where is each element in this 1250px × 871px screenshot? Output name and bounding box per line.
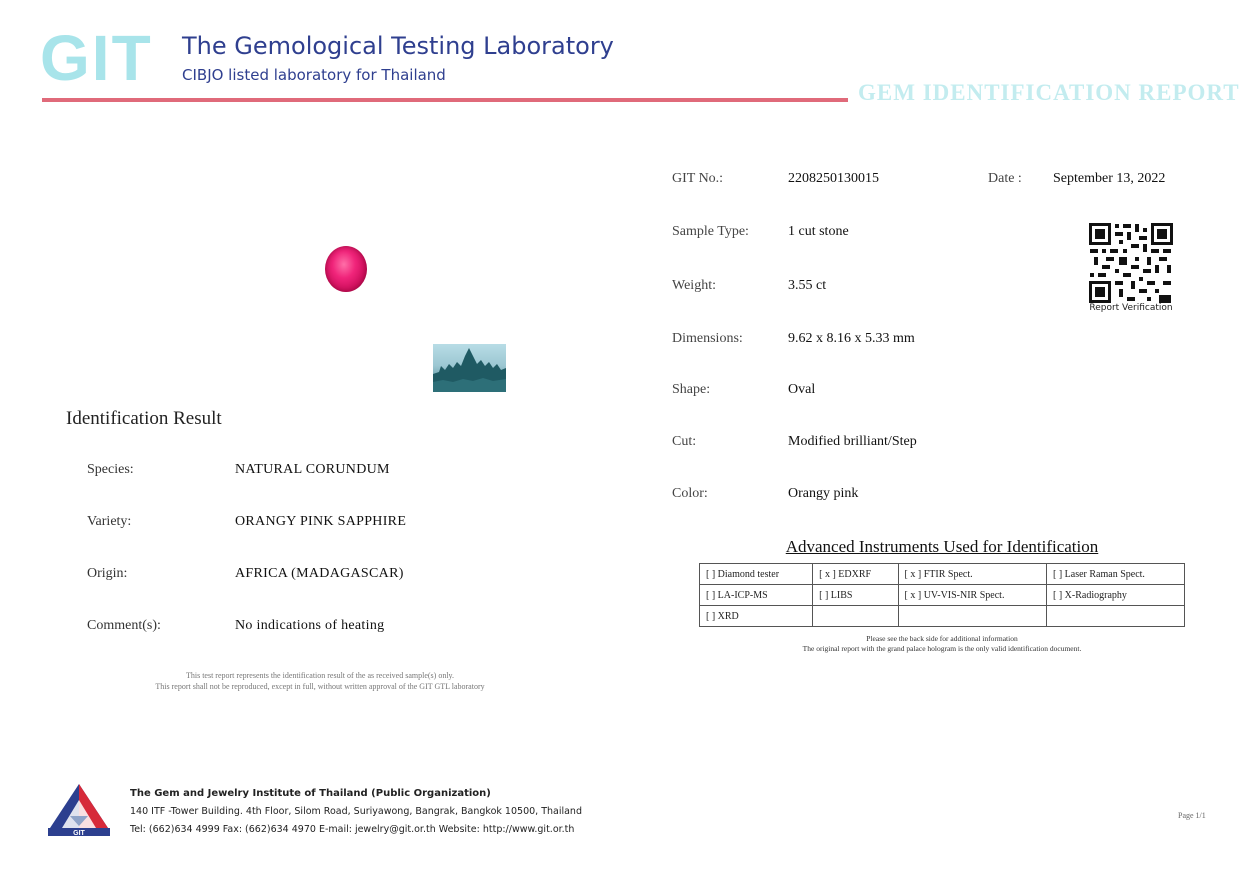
comments-label: Comment(s): xyxy=(87,618,161,633)
table-row xyxy=(700,606,1185,627)
instrument-cell: [ x ] EDXRF xyxy=(813,564,898,585)
git-logo: GIT xyxy=(40,22,153,94)
qr-caption: Report Verification xyxy=(1089,303,1173,313)
weight-value: 3.55 ct xyxy=(788,278,827,293)
comments-value: No indications of heating xyxy=(235,618,385,633)
origin-label: Origin: xyxy=(87,566,128,581)
git-no-label: GIT No.: xyxy=(672,171,724,186)
note-line: The original report with the grand palace hologram is the only valid identification document. xyxy=(802,644,1082,653)
cut-label: Cut: xyxy=(672,434,697,449)
instrument-cell xyxy=(813,606,898,627)
instrument-cell: [ x ] UV-VIS-NIR Spect. xyxy=(898,585,1046,606)
institute-logo-text: GIT xyxy=(73,830,85,837)
date-value: September 13, 2022 xyxy=(1053,171,1166,186)
report-disclaimer xyxy=(100,670,540,692)
header-divider xyxy=(42,98,848,102)
shape-value: Oval xyxy=(788,382,816,397)
disclaimer-line: This test report represents the identification result of the as received sample(s) only. xyxy=(185,671,455,680)
page-number: Page 1/1 xyxy=(1178,811,1206,820)
instrument-cell xyxy=(1047,606,1185,627)
dimensions-value: 9.62 x 8.16 x 5.33 mm xyxy=(788,331,915,346)
institute-contact: Tel: (662)634 4999 Fax: (662)634 4970 E-mail: jewelry@git.or.th Website: http://www.git.or.th xyxy=(130,824,575,835)
origin-value: AFRICA (MADAGASCAR) xyxy=(235,566,404,581)
sample-type-label: Sample Type: xyxy=(672,224,749,239)
git-no-value: 2208250130015 xyxy=(788,171,879,186)
report-type-title: GEM IDENTIFICATION REPORT xyxy=(858,80,1240,105)
date-label: Date : xyxy=(988,171,1022,186)
table-row xyxy=(700,564,1185,585)
color-value: Orangy pink xyxy=(788,486,859,501)
instrument-cell: [ ] Laser Raman Spect. xyxy=(1047,564,1185,585)
variety-label: Variety: xyxy=(87,514,132,529)
lab-subtitle: CIBJO listed laboratory for Thailand xyxy=(182,66,446,84)
instruments-table xyxy=(699,563,1185,627)
gem-photo xyxy=(325,246,367,292)
sample-type-value: 1 cut stone xyxy=(788,224,849,239)
weight-label: Weight: xyxy=(672,278,716,293)
institute-logo xyxy=(46,782,112,838)
note-line: Please see the back side for additional information xyxy=(866,634,1018,643)
instruments-note xyxy=(700,634,1184,654)
identification-title: Identification Result xyxy=(66,408,222,429)
instrument-cell: [ ] Diamond tester xyxy=(700,564,813,585)
grand-palace-hologram xyxy=(433,344,506,392)
shape-label: Shape: xyxy=(672,382,711,397)
table-row xyxy=(700,585,1185,606)
disclaimer-line: This report shall not be reproduced, except in full, without written approval of the GIT GTL laboratory xyxy=(155,682,485,691)
species-label: Species: xyxy=(87,462,134,477)
instrument-cell: [ ] X-Radiography xyxy=(1047,585,1185,606)
instrument-cell: [ x ] FTIR Spect. xyxy=(898,564,1046,585)
instrument-cell: [ ] LA-ICP-MS xyxy=(700,585,813,606)
dimensions-label: Dimensions: xyxy=(672,331,743,346)
institute-name: The Gem and Jewelry Institute of Thailand (Public Organization) xyxy=(130,788,491,799)
cut-value: Modified brilliant/Step xyxy=(788,434,917,449)
institute-address: 140 ITF -Tower Building. 4th Floor, Silom Road, Suriyawong, Bangrak, Bangkok 10500, Thailand xyxy=(130,806,582,817)
instrument-cell xyxy=(898,606,1046,627)
instrument-cell: [ ] LIBS xyxy=(813,585,898,606)
color-label: Color: xyxy=(672,486,708,501)
species-value: NATURAL CORUNDUM xyxy=(235,462,390,477)
instruments-title: Advanced Instruments Used for Identification xyxy=(785,537,1099,556)
verification-qr-code[interactable] xyxy=(1088,222,1174,304)
variety-value: ORANGY PINK SAPPHIRE xyxy=(235,514,407,529)
instrument-cell: [ ] XRD xyxy=(700,606,813,627)
lab-title: The Gemological Testing Laboratory xyxy=(182,32,614,60)
